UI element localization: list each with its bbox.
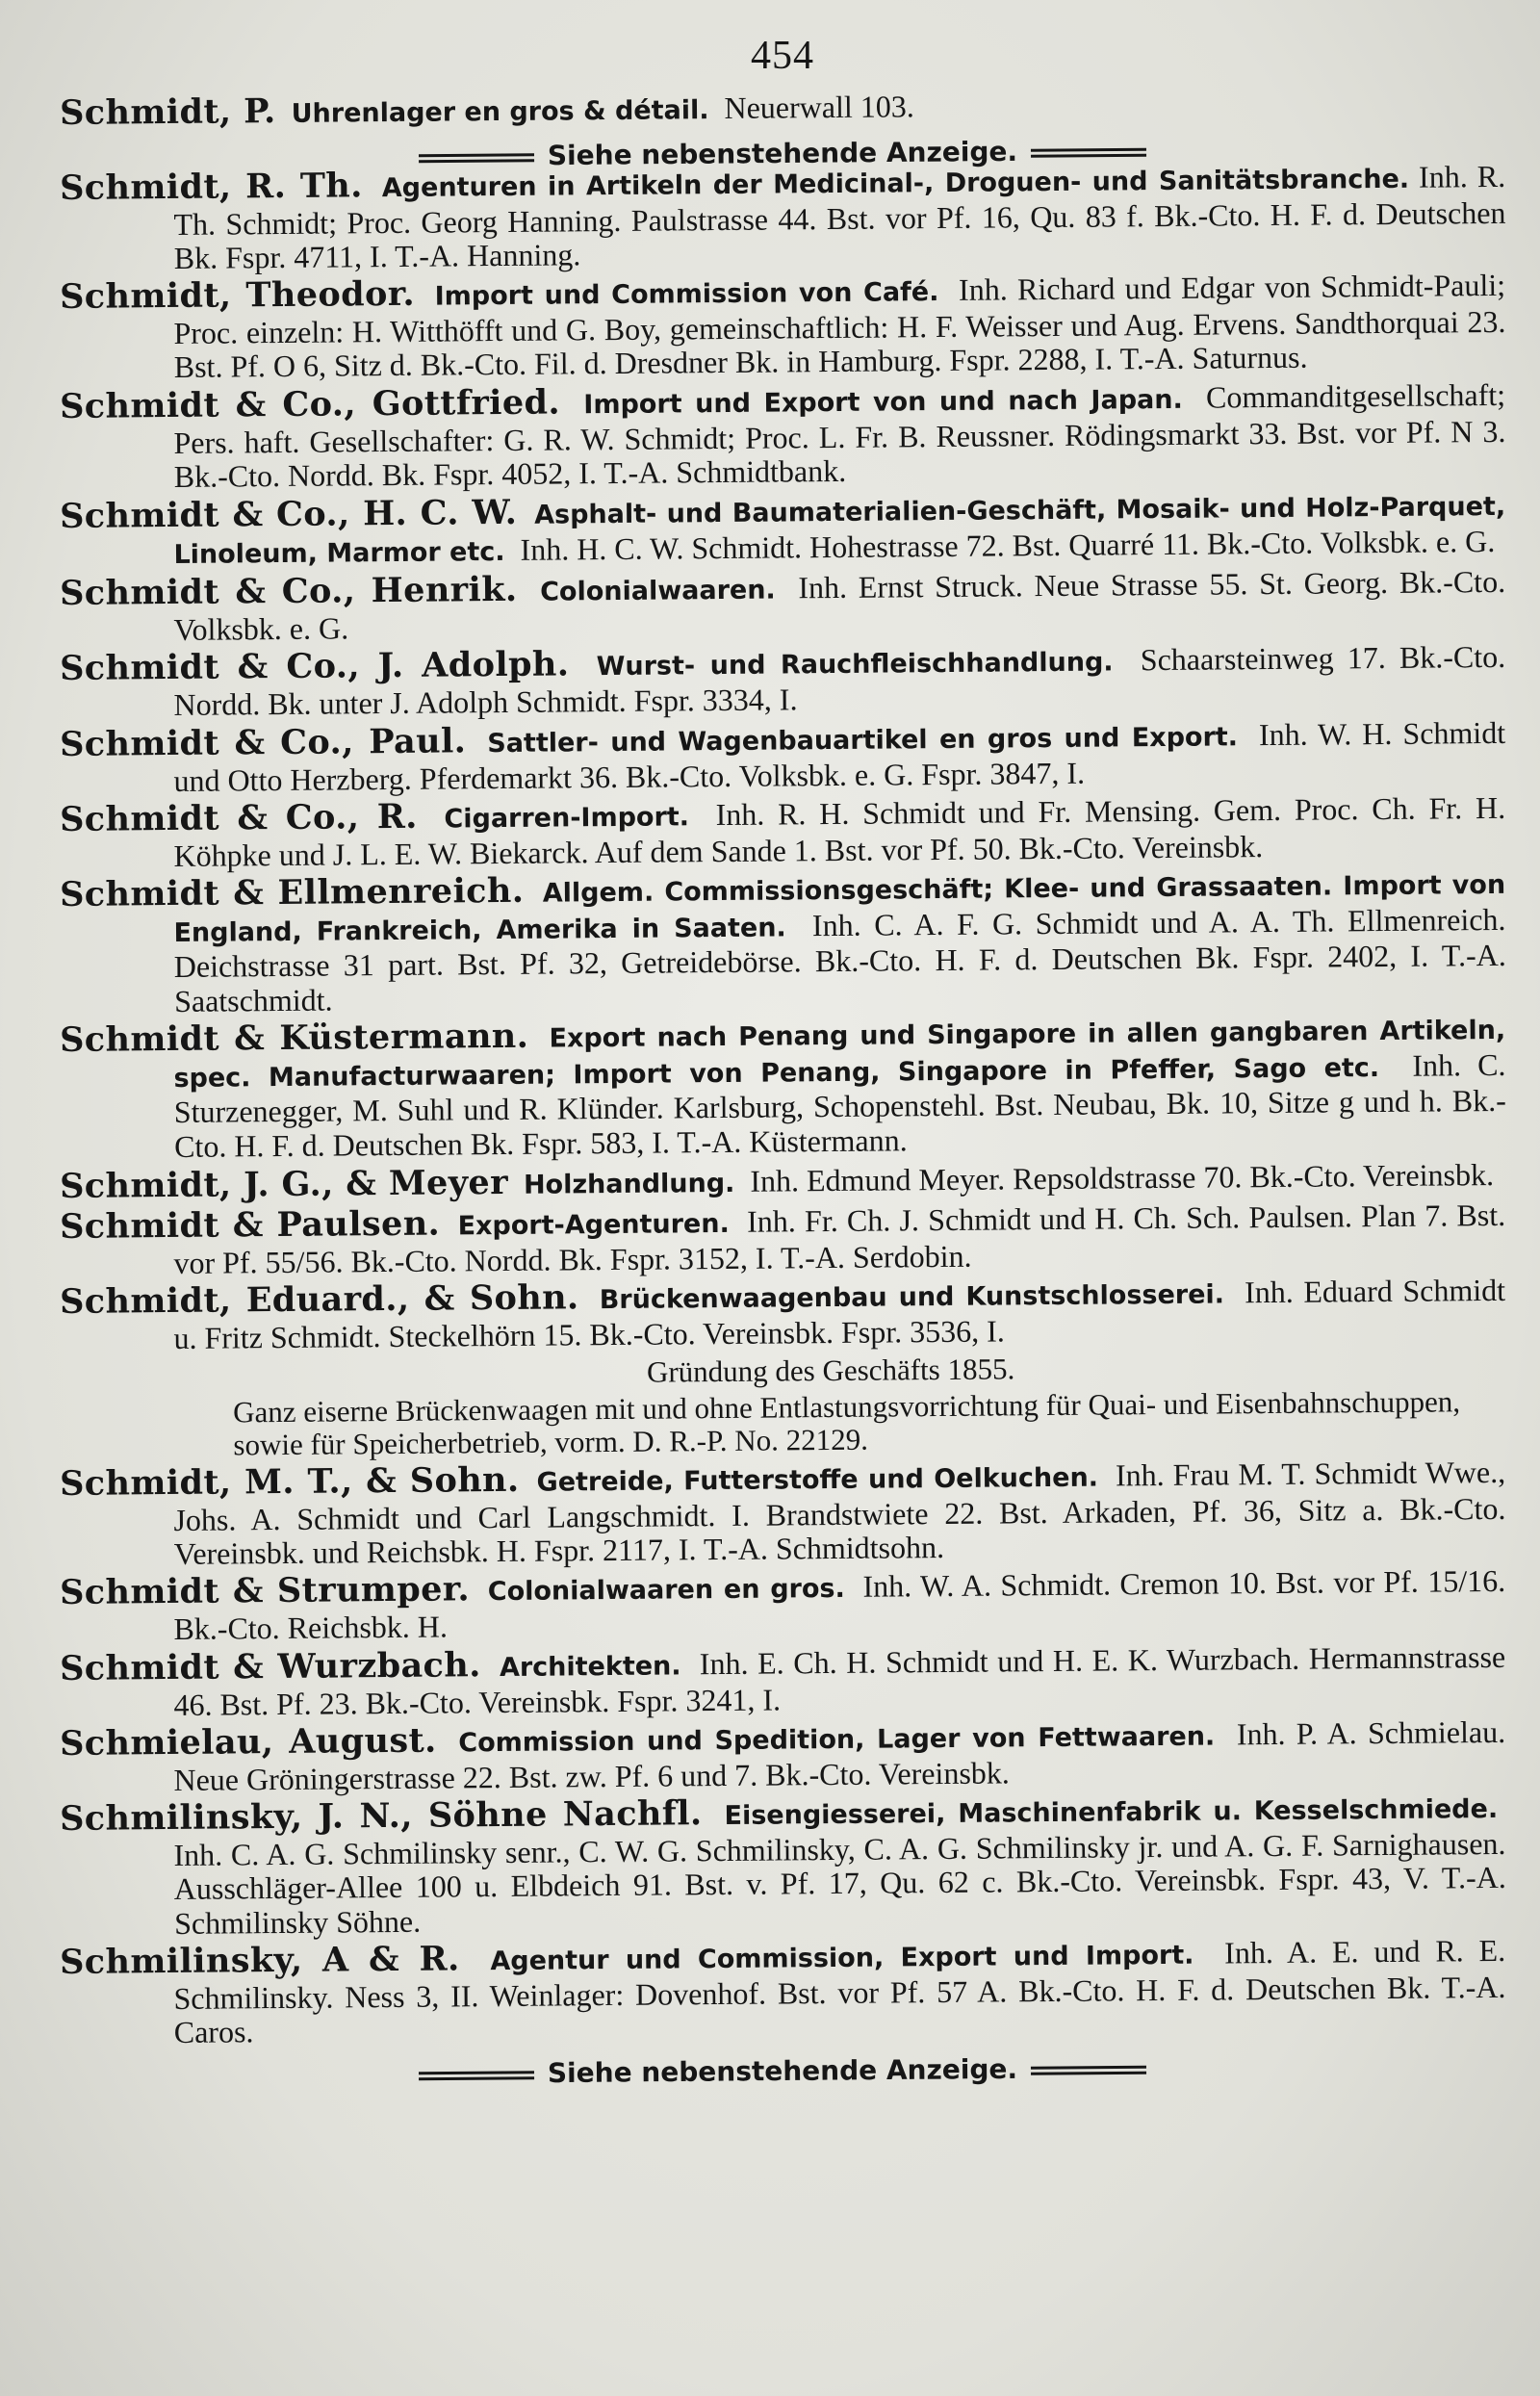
business-description: Agentur und Commission, Export und Import. <box>490 1941 1194 1977</box>
entry-details: Inh. C. A. F. G. Schmidt und A. A. Th. Ellmenreich. Deichstrasse 31 part. Bst. Pf. 32, Getreidebörse. Bk.-Cto. H. F. d. Deutschen Bk. Fspr. 2402, I. T.-A. Saatschmidt. <box>173 901 1506 1018</box>
directory-entry <box>60 1273 1506 1356</box>
firm-name: Schmidt & Co., R. <box>59 796 418 839</box>
directory-entry <box>60 1790 1506 1942</box>
entry-details: Inh. W. A. Schmidt. Cremon 10. Bst. vor Pf. 15/16. Bk.-Cto. Reichsbk. H. <box>173 1563 1506 1646</box>
directory-entry <box>60 1714 1506 1798</box>
business-description: Asphalt- und Baumaterialien-Geschäft, Mosaik- und Holz-Parquet, Linoleum, Marmor etc. <box>173 491 1506 570</box>
entry-details: Inh. Fr. Ch. J. Schmidt und H. Ch. Sch. Paulsen. Plan 7. Bst. vor Pf. 55/56. Bk.-Cto. Nordd. Bk. Fspr. 3152, I. T.-A. Serdobin. <box>173 1198 1506 1280</box>
business-description: Sattler- und Wagenbauartikel en gros und Export. <box>487 721 1239 759</box>
firm-name: Schmielau, August. <box>59 1720 437 1764</box>
directory-entry <box>60 1454 1506 1572</box>
firm-name: Schmilinsky, A & R. <box>59 1939 460 1983</box>
firm-name: Schmidt, P. <box>59 91 276 133</box>
entry-details: Inh. A. E. und R. E. Schmilinsky. Ness 3, II. Weinlager: Dovenhof. Bst. vor Pf. 57 A. Bk.-Cto. H. F. d. Deutschen Bk. T.-A. Caros. <box>173 1933 1506 2050</box>
entry-details: Inh. H. C. W. Schmidt. Hohestrasse 72. Bst. Quarré 11. Bk.-Cto. Volksbk. e. G. <box>520 523 1496 567</box>
double-rule-right <box>1031 147 1146 157</box>
firm-name: Schmidt & Co., J. Adolph. <box>59 644 570 689</box>
product-note: Ganz eiserne Brückenwaagen mit und ohne Entlastungsvorrichtung für Quai- und Eisenbahnschuppen, sowie für Speicherbetrieb, vorm. D. R.-P. No. 22129. <box>232 1383 1461 1462</box>
business-description: Holzhandlung. <box>523 1168 735 1200</box>
entry-details: Inh. Eduard Schmidt u. Fritz Schmidt. Steckelhörn 15. Bk.-Cto. Vereinsbk. Fspr. 3536, I. <box>173 1273 1506 1355</box>
firm-name: Schmidt & Co., Paul. <box>59 720 467 764</box>
directory-entry <box>60 1563 1506 1647</box>
entry-details: Inh. R. Th. Schmidt; Proc. Georg Hanning. Paulstrasse 44. Bst. vor Pf. 16, Qu. 83 f. Bk.-Cto. H. F. d. Deutschen Bk. Fspr. 4711, I. T.-A. Hanning. <box>173 158 1506 275</box>
firm-name: Schmilinsky, J. N., Söhne Nachfl. <box>59 1793 703 1839</box>
firm-name: Schmidt, J. G., & Meyer <box>59 1162 509 1206</box>
double-rule-left <box>419 152 534 162</box>
directory-entry <box>60 84 1505 134</box>
directory-entry <box>60 1011 1506 1165</box>
double-rule-left <box>419 2071 534 2080</box>
entry-details: Inh. E. Ch. H. Schmidt und H. E. K. Wurzbach. Hermannstrasse 46. Bst. Pf. 23. Bk.-Cto. Vereinsbk. Fspr. 3241, I. <box>173 1638 1506 1722</box>
entry-details: Inh. P. A. Schmielau. Neue Gröningerstrasse 22. Bst. zw. Pf. 6 und 7. Bk.-Cto. Vereinsbk. <box>173 1713 1506 1797</box>
directory-entry <box>60 1198 1506 1281</box>
see-advertisement-note <box>60 2049 1505 2094</box>
founding-note: Gründung des Geschäfts 1855. <box>646 1351 1015 1389</box>
business-description: Architekten. <box>499 1650 681 1683</box>
business-description: Eisengiesserei, Maschinenfabrik u. Kesselschmiede. <box>724 1793 1499 1831</box>
firm-name: Schmidt, M. T., & Sohn. <box>59 1459 520 1504</box>
business-description: Allgem. Commissionsgeschäft; Klee- und Grassaaten. Import von England, Frankreich, Amerika in Saaten. <box>173 869 1506 948</box>
entry-details: Inh. C. Sturzenegger, M. Suhl und R. Klünder. Karlsburg, Schopenstehl. Bst. Neubau, Bk. 10, Sitze g und h. Bk.-Cto. H. F. d. Deutschen Bk. Fspr. 583, I. T.-A. Küstermann. <box>173 1046 1506 1164</box>
business-description: Wurst- und Rauchfleischhandlung. <box>596 647 1114 683</box>
business-description: Import und Commission von Café. <box>434 277 939 312</box>
firm-name: Schmidt & Küstermann. <box>59 1016 529 1061</box>
directory-entry <box>60 790 1506 874</box>
business-description: Colonialwaaren en gros. <box>487 1574 845 1608</box>
entry-details: Schaarsteinweg 17. Bk.-Cto. Nordd. Bk. unter J. Adolph Schmidt. Fspr. 3334, I. <box>173 639 1506 722</box>
firm-name: Schmidt & Ellmenreich. <box>59 870 525 915</box>
entry-details: Inh. R. H. Schmidt und Fr. Mensing. Gem. Proc. Ch. Fr. H. Köhpke und J. L. E. W. Biekarck. Auf dem Sande 1. Bst. vor Pf. 50. Bk.-Cto. Vereinsbk. <box>173 789 1506 873</box>
business-description: Agenturen in Artikeln der Medicinal-, Droguen- und Sanitätsbranche. <box>381 164 1410 203</box>
firm-name: Schmidt & Co., Gottfried. <box>59 382 561 427</box>
business-description: Commission und Spedition, Lager von Fettwaaren. <box>458 1721 1216 1759</box>
business-description: Export nach Penang und Singapore in allen gangbaren Artikeln, spec. Manufacturwaaren; Import von Penang, Singapore in Pfeffer, Sago etc. <box>173 1016 1506 1094</box>
directory-entry <box>60 377 1506 496</box>
directory-entry <box>60 714 1506 798</box>
business-description: Colonialwaaren. <box>539 575 776 607</box>
business-description: Export-Agenturen. <box>457 1209 730 1242</box>
entry-details: Inh. W. H. Schmidt und Otto Herzberg. Pferdemarkt 36. Bk.-Cto. Volksbk. e. G. Fspr. 3847, I. <box>173 714 1506 798</box>
entry-details: Inh. Richard und Edgar von Schmidt-Pauli; Proc. einzeln: H. Witthöfft und G. Boy, gemeinschaftlich: H. F. Weisser und Aug. Ervens. Sandthorquai 23. Bst. Pf. O 6, Sitz d. Bk.-Cto. Fil. d. Dresdner Bk. in Hamburg. Fspr. 2288, I. T.-A. Saturnus. <box>173 268 1506 385</box>
entry-details: Inh. Ernst Struck. Neue Strasse 55. St. Georg. Bk.-Cto. Volksbk. e. G. <box>173 564 1506 647</box>
firm-name: Schmidt, Eduard., & Sohn. <box>59 1277 579 1323</box>
entry-details: Commanditgesellschaft; Pers. haft. Gesellschafter: G. R. W. Schmidt; Proc. L. Fr. B. Reussner. Rödingsmarkt 33. Bst. vor Pf. N 3. Bk.-Cto. Nordd. Bk. Fspr. 4052, I. T.-A. Schmidtbank. <box>173 377 1506 495</box>
business-description: Getreide, Futterstoffe und Oelkuchen. <box>536 1462 1099 1498</box>
see-advertisement-text: Siehe nebenstehende Anzeige. <box>547 2052 1018 2090</box>
directory-entry <box>60 158 1506 276</box>
firm-name: Schmidt, R. Th. <box>59 165 363 208</box>
directory-entry <box>60 865 1506 1019</box>
double-rule-right <box>1031 2065 1146 2074</box>
directory-entry <box>60 1933 1506 2051</box>
directory-entry <box>60 268 1506 386</box>
entry-details: Inh. Edmund Meyer. Repsoldstrasse 70. Bk.-Cto. Vereinsbk. <box>750 1156 1495 1198</box>
firm-name: Schmidt & Co., Henrik. <box>59 569 518 614</box>
firm-name: Schmidt, Theodor. <box>59 274 416 318</box>
firm-name: Schmidt & Co., H. C. W. <box>59 492 518 536</box>
firm-name: Schmidt & Wurzbach. <box>59 1644 481 1688</box>
entry-details: Inh. Frau M. T. Schmidt Wwe., Johs. A. Schmidt und Carl Langschmidt. I. Brandstwiete 22. Bst. Arkaden, Pf. 36, Sitz a. Bk.-Cto. Vereinsbk. und Reichsbk. H. Fspr. 2117, I. T.-A. Schmidtsohn. <box>173 1454 1506 1571</box>
firm-name: Schmidt & Strumper. <box>59 1569 471 1613</box>
business-description: Import und Export von und nach Japan. <box>583 384 1183 421</box>
business-description: Cigarren-Import. <box>444 801 690 835</box>
directory-entry <box>60 1638 1506 1722</box>
entry-details: Inh. C. A. G. Schmilinsky senr., C. W. G. Schmilinsky, C. A. G. Schmilinsky jr. und A. G. F. Sarnighausen. Ausschläger-Allee 100 u. Elbdeich 91. Bst. v. Pf. 17, Qu. 62 c. Bk.-Cto. Vereinsbk. Fspr. 43, V. T.-A. Schmilinsky Söhne. <box>173 1825 1506 1941</box>
see-advertisement-text: Siehe nebenstehende Anzeige. <box>547 135 1018 171</box>
business-description: Uhrenlager en gros & détail. <box>291 95 709 129</box>
business-description: Brückenwaagenbau und Kunstschlosserei. <box>599 1279 1225 1316</box>
firm-name: Schmidt & Paulsen. <box>59 1203 441 1248</box>
directory-entry <box>60 564 1506 648</box>
page-number: 454 <box>751 34 814 78</box>
directory-entry <box>60 487 1506 573</box>
entry-details: Neuerwall 103. <box>724 89 914 125</box>
directory-entry <box>60 639 1506 723</box>
